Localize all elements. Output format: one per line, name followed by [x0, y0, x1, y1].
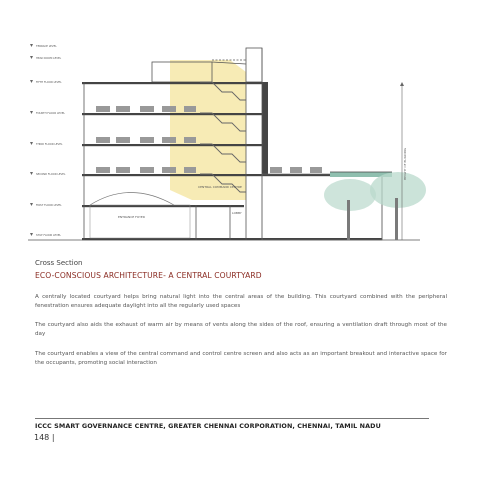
- courtyard-light: [170, 60, 246, 200]
- tree: [370, 172, 426, 240]
- footer-title: ICCC SMART GOVERNANCE CENTRE, GREATER CHENNAI CORPORATION, CHENNAI, TAMIL NADU: [35, 422, 381, 430]
- height-label: HEIGHT OF BUILDING: [403, 147, 407, 180]
- level-label: STILT FLOOR LEVEL: [36, 234, 61, 237]
- paragraph: The courtyard enables a view of the central command and control centre screen and also acts as an important breakout and interactive space for the occupants, promoting social interaction: [35, 351, 447, 367]
- level-label: THIRD FLOOR LEVEL: [36, 143, 63, 146]
- page-number: 148 |: [34, 433, 55, 442]
- arrow-up-icon: [400, 82, 404, 86]
- level-marker: [30, 80, 62, 84]
- level-marker: [30, 142, 63, 146]
- level-label: HEAD ROOM LEVEL: [36, 57, 62, 60]
- foyer-box: [90, 205, 190, 238]
- level-label: SECOND FLOOR LEVEL: [36, 173, 66, 176]
- level-marker: [30, 111, 65, 115]
- foyer-arch: [90, 193, 174, 206]
- footer-rule: [35, 418, 429, 419]
- level-marker: [30, 44, 57, 48]
- level-label: FIRST FLOOR LEVEL: [36, 204, 62, 207]
- level-marker: [30, 56, 62, 60]
- entrance-foyer-label: ENTRANCE FOYER: [118, 215, 145, 219]
- level-marker: [30, 233, 62, 237]
- level-marker: [30, 203, 62, 207]
- paragraph: The courtyard also aids the exhaust of warm air by means of vents along the sides of the roof, ensuring a ventilation draft through most of the day: [35, 322, 447, 338]
- paragraph: A centrally located courtyard helps bring natural light into the central areas of the building. This courtyard combined with the peripheral fenestration ensures adequate daylight into all the regularly used spaces: [35, 294, 447, 310]
- level-marker: [30, 172, 66, 176]
- level-label: FIFTH FLOOR LEVEL: [36, 81, 62, 84]
- central-command-label: CENTRAL COMMAND CENTRE: [198, 185, 242, 189]
- level-markers: [30, 44, 66, 237]
- right-wing: [262, 172, 392, 240]
- section-heading: ECO-CONSCIOUS ARCHITECTURE- A CENTRAL COURTYARD: [35, 271, 262, 280]
- tree: [324, 179, 376, 240]
- figure-caption: Cross Section: [35, 259, 83, 267]
- level-label: TERRACE LEVEL: [36, 45, 57, 48]
- level-label: FOURTH FLOOR LEVEL: [36, 112, 65, 115]
- lobby-label: LOBBY: [232, 211, 242, 215]
